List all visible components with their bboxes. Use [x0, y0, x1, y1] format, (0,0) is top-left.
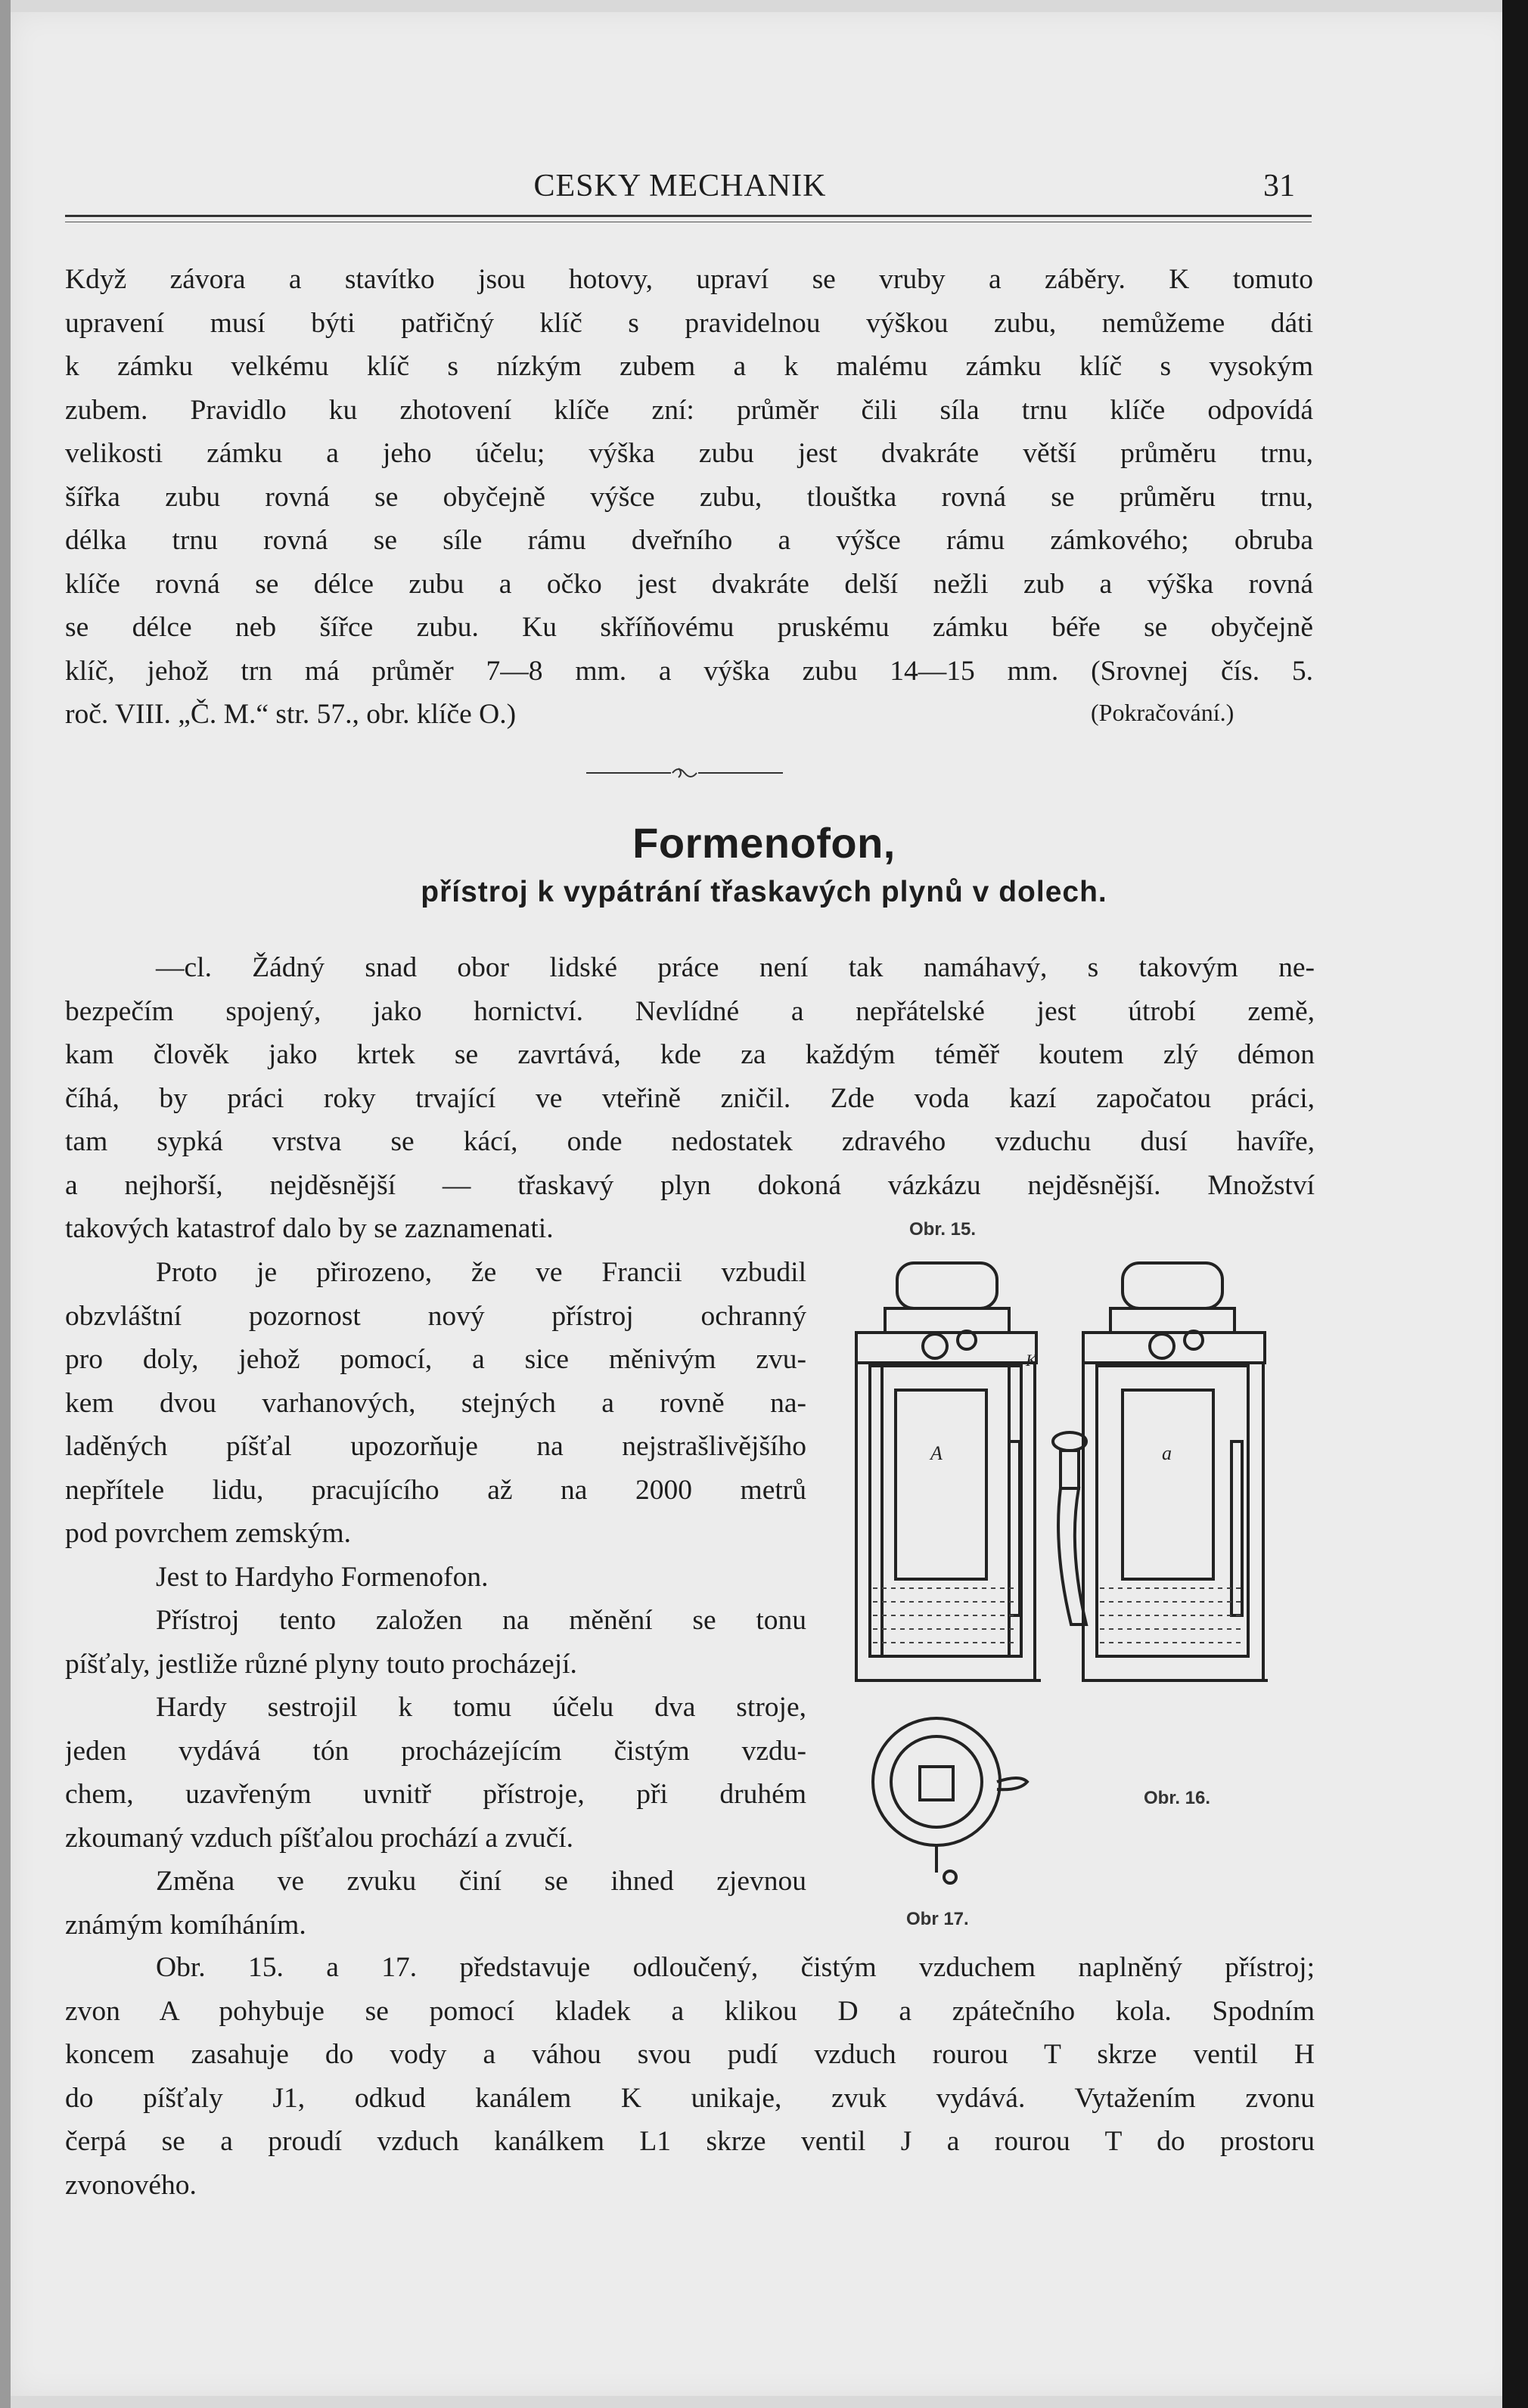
- water-hatching-right: [1100, 1588, 1245, 1643]
- text-line: do píšťaly J1, odkud kanálem K unikaje, zvuk vydává. Vytažením zvonu: [65, 2082, 1315, 2114]
- pipe-fig16: [1053, 1432, 1086, 1624]
- text-line: jeden vydává tón procházejícím čistým vzdu-: [65, 1735, 806, 1767]
- text-line: číhá, by práci roky trvající ve vteřině zničil. Zde voda kazí započatou práci,: [65, 1082, 1315, 1114]
- text-line: obzvláštní pozornost nový přístroj ochranný: [65, 1300, 806, 1332]
- scan-left-edge: [0, 0, 11, 2408]
- figure-15-label: Obr. 15.: [909, 1219, 977, 1240]
- text-line: takových katastrof dalo by se zaznamenati.: [65, 1213, 554, 1244]
- text-line: velikosti zámku a jeho účelu; výška zubu jest dvakráte větší průměru trnu,: [65, 438, 1313, 469]
- text-line: Hardy sestrojil k tomu účelu dva stroje,: [156, 1692, 806, 1723]
- text-line: čerpá se a proudí vzduch kanálkem L1 skrze ventil J a rourou T do prostoru: [65, 2126, 1315, 2157]
- letter-a-right: a: [1162, 1442, 1172, 1464]
- ornament-divider: [586, 764, 783, 782]
- figure-17-label: Obr 17.: [906, 1909, 969, 1929]
- scan-right-edge: [1502, 0, 1528, 2408]
- text-line: klíče rovná se délce zubu a očko jest dvakráte delší nežli zub a výška rovná: [65, 568, 1313, 600]
- text-line: délka trnu rovná se síle rámu dveřního a výšce rámu zámkového; obruba: [65, 525, 1313, 556]
- text-line: chem, uzavřeným uvnitř přístroje, při druhém: [65, 1779, 806, 1810]
- text-line: Jest to Hardyho Formenofon.: [156, 1561, 489, 1593]
- text-line: zkoumaný vzduch píšťalou prochází a zvučí.: [65, 1822, 574, 1854]
- text-line: a nejhorší, nejděsnější — třaskavý plyn dokoná vázkázu nejděsnější. Množství: [65, 1169, 1315, 1201]
- letter-k: K: [1026, 1351, 1037, 1370]
- text-line: pro doly, jehož pomocí, a sice měnivým zvu-: [65, 1344, 806, 1375]
- article-column-text: [65, 1251, 806, 1947]
- text-line: známým komíháním.: [65, 1909, 306, 1941]
- text-line: zvonového.: [65, 2169, 197, 2201]
- text-line: roč. VIII. „Č. M.“ str. 57., obr. klíče O.): [65, 699, 517, 730]
- apparatus-left: [856, 1263, 1041, 1680]
- header-rule-thick: [65, 215, 1312, 217]
- text-line: laděných píšťal upozorňuje na nejstrašlivějšího: [65, 1431, 806, 1462]
- text-line: kam člověk jako krtek se zavrtává, kde za každým téměř koutem zlý démon: [65, 1039, 1315, 1070]
- journal-title: CESKY MECHANIK: [533, 169, 827, 203]
- text-line: se délce neb šířce zubu. Ku skříňovému pruskému zámku béře se obyčejně: [65, 612, 1313, 643]
- text-line: —cl. Žádný snad obor lidské práce není tak namáhavý, s takovým ne-: [156, 952, 1315, 983]
- article-title: Formenofon,: [632, 819, 896, 867]
- text-line: Když závora a stavítko jsou hotovy, upraví se vruby a záběry. K tomuto: [65, 264, 1313, 295]
- article-subtitle: přístroj k vypátrání třaskavých plynů v dolech.: [421, 876, 1107, 908]
- article-intro: [65, 946, 1315, 1251]
- text-line: zubem. Pravidlo ku zhotovení klíče zní: průměr čili síla trnu klíče odpovídá: [65, 394, 1313, 426]
- text-line: tam sypká vrstva se kácí, onde nedostatek zdravého vzduchu dusí havíře,: [65, 1126, 1315, 1157]
- text-line: koncem zasahuje do vody a váhou svou pudí vzduch rourou T skrze ventil H: [65, 2039, 1315, 2070]
- text-line: Přístroj tento založen na měnění se tonu: [156, 1605, 806, 1636]
- text-line: klíč, jehož trn má průměr 7—8 mm. a výška zubu 14—15 mm. (Srovnej čís. 5.: [65, 655, 1313, 687]
- continued-article-text: [65, 258, 1313, 737]
- formenofon-figure: [837, 1252, 1336, 1903]
- fig17-valve: [873, 1718, 1027, 1883]
- text-line: pod povrchem zemským.: [65, 1518, 352, 1549]
- letter-a-left: A: [930, 1442, 943, 1464]
- article-final-text: [65, 1946, 1315, 2207]
- text-line: šířka zubu rovná se obyčejně výšce zubu, tlouštka rovná se průměru trnu,: [65, 481, 1313, 513]
- apparatus-right: [1083, 1263, 1268, 1680]
- page-number: 31: [1263, 169, 1295, 203]
- text-line: Změna ve zvuku činí se ihned zjevnou: [156, 1866, 806, 1897]
- water-hatching-left: [873, 1588, 1018, 1643]
- text-line: upravení musí býti patřičný klíč s pravidelnou výškou zubu, nemůžeme dáti: [65, 307, 1313, 339]
- text-line: bezpečím spojený, jako hornictví. Nevlídné a nepřátelské jest útrobí země,: [65, 995, 1315, 1027]
- figure-16-label: Obr. 16.: [1144, 1788, 1211, 1808]
- text-line: k zámku velkému klíč s nízkým zubem a k malému zámku klíč s vysokým: [65, 351, 1313, 382]
- continued-note: (Pokračování.): [1091, 699, 1235, 726]
- text-line: zvon A pohybuje se pomocí kladek a klikou D a zpátečního kola. Spodním: [65, 1995, 1315, 2027]
- text-line: nepřítele lidu, pracujícího až na 2000 metrů: [65, 1474, 806, 1506]
- text-line: kem dvou varhanových, stejných a rovně na-: [65, 1387, 806, 1419]
- text-line: Obr. 15. a 17. představuje odloučený, čistým vzduchem naplněný přístroj;: [156, 1952, 1315, 1983]
- text-line: píšťaly, jestliže různé plyny touto procházejí.: [65, 1648, 577, 1680]
- running-header: [65, 168, 1295, 213]
- text-line: Proto je přirozeno, že ve Francii vzbudil: [156, 1257, 806, 1288]
